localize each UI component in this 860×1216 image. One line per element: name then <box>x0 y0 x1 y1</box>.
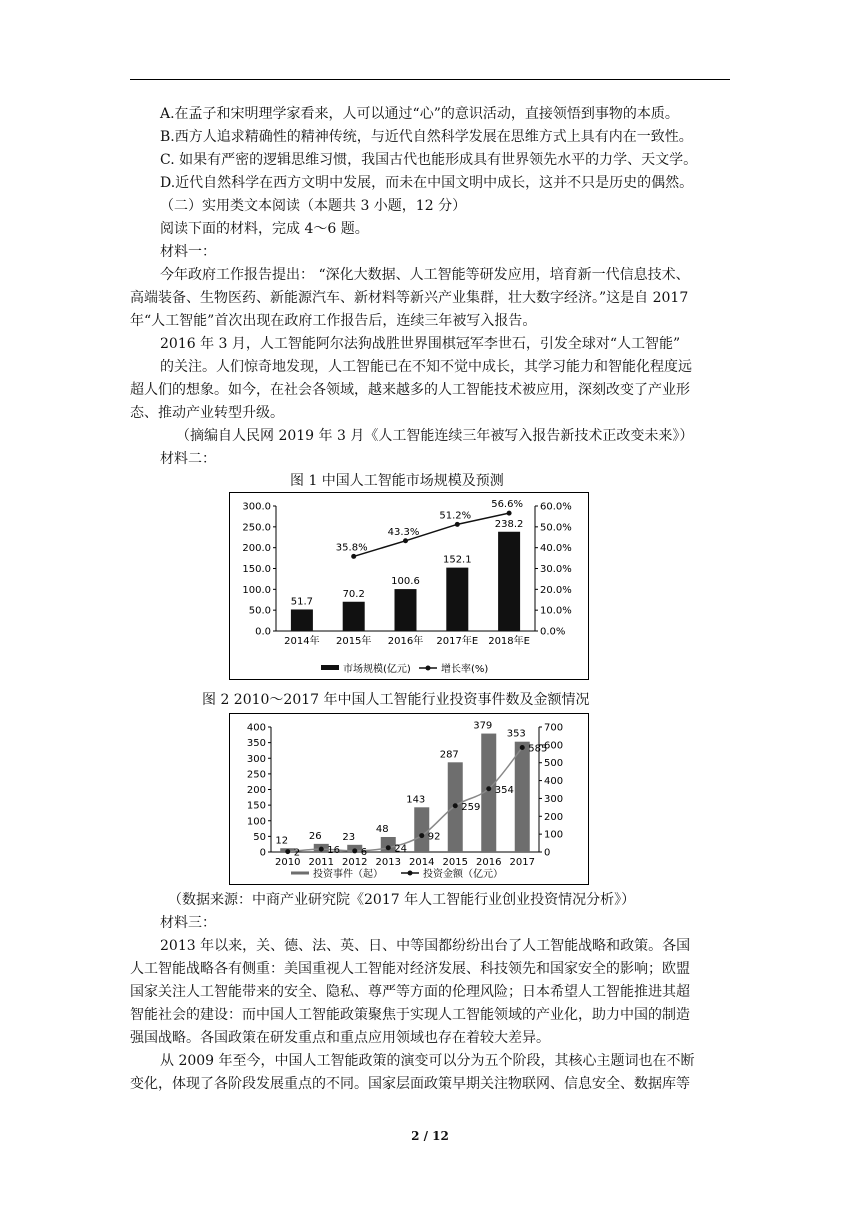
material-3-line: 国家关注人工智能带来的安全、隐私、尊严等方面的伦理风险；日本希望人工智能推进其超 <box>130 984 690 1000</box>
bar <box>291 609 313 631</box>
material-3-line: 智能社会的建设：而中国人工智能政策聚焦于实现人工智能领域的产业化，助力中国的制造 <box>130 1007 690 1023</box>
series-line <box>354 513 509 556</box>
material-2-label: 材料二： <box>160 451 216 467</box>
y-tick-label-right: 500 <box>544 758 564 770</box>
option-b: B.西方人追求精确性的精神传统，与近代自然科学发展在思维方式上具有内在一致性。 <box>160 129 693 145</box>
header-rule <box>130 79 730 80</box>
y-tick-label-left: 250 <box>246 769 266 781</box>
line-label: 56.6% <box>491 499 523 511</box>
line-label: 585 <box>528 743 548 755</box>
y-tick-label-left: 250.0 <box>242 522 271 534</box>
figure-2-chart <box>229 713 589 885</box>
bar-label: 48 <box>375 824 389 835</box>
figure-1 <box>229 492 589 680</box>
bar-label: 51.7 <box>290 596 314 608</box>
material-1-source: （摘编自人民网 2019 年 3 月《人工智能连续三年被写入报告新技术正改变未来》） <box>176 428 694 444</box>
y-tick-label-right: 0.0% <box>540 626 566 638</box>
y-tick-label-right: 40.0% <box>540 543 572 555</box>
material-3-line: 从 2009 年至今，中国人工智能政策的演变可以分为五个阶段，其核心主题词也在不断 <box>160 1053 695 1069</box>
line-label: 354 <box>494 784 514 796</box>
y-tick-label-right: 100 <box>544 829 564 841</box>
bar-label: 26 <box>308 830 322 842</box>
y-tick-label-right: 10.0% <box>540 605 572 617</box>
material-1-line: 的关注。人们惊奇地发现，人工智能已在不知不觉中成长，其学习能力和智能化程度远 <box>160 359 692 375</box>
y-tick-label-right: 20.0% <box>540 584 572 596</box>
x-tick-label: 2015年 <box>335 636 372 647</box>
y-tick-label-right: 400 <box>544 776 564 788</box>
legend-label: 投资事件（起） <box>313 869 383 880</box>
bar <box>515 742 530 852</box>
y-tick-label-left: 50.0 <box>248 605 271 617</box>
x-tick-label: 2014 <box>409 857 435 868</box>
material-2-source: （数据来源：中商产业研究院《2017 年人工智能行业创业投资情况分析》） <box>168 892 636 908</box>
line-label: 6 <box>360 846 368 858</box>
material-1-line: 态、推动产业转型升级。 <box>130 405 284 421</box>
y-tick-label-left: 150.0 <box>242 564 271 575</box>
y-tick-label-left: 150 <box>246 800 266 812</box>
bar-label: 287 <box>439 749 459 761</box>
y-tick-label-right: 200 <box>544 811 564 823</box>
y-tick-label-right: 30.0% <box>540 564 572 575</box>
bar-label: 143 <box>406 794 426 806</box>
y-tick-label-right: 60.0% <box>540 501 572 513</box>
x-tick-label: 2016年 <box>387 636 424 647</box>
line-point <box>351 554 356 559</box>
line-label: 35.8% <box>335 542 368 554</box>
line-label: 2 <box>293 847 301 859</box>
material-1-line: 2016 年 3 月，人工智能阿尔法狗战胜世界围棋冠军李世石，引发全球对“人工智能” <box>160 336 681 352</box>
line-label: 92 <box>427 831 441 843</box>
x-tick-label: 2016 <box>476 857 502 868</box>
y-tick-label-left: 400 <box>246 722 266 734</box>
bar-label: 12 <box>275 835 289 847</box>
material-3-label: 材料三： <box>160 915 216 931</box>
bar <box>498 532 520 631</box>
bar-label: 23 <box>342 831 356 843</box>
y-tick-label-left: 200.0 <box>242 543 271 555</box>
bar <box>395 589 417 631</box>
section-instruction: 阅读下面的材料，完成 4～6 题。 <box>160 221 369 237</box>
option-a: A.在孟子和宋明理学家看来，人可以通过“心”的意识活动，直接领悟到事物的本质。 <box>160 106 679 122</box>
y-tick-label-right: 300 <box>544 793 564 805</box>
y-tick-label-left: 0 <box>259 847 266 859</box>
line-point <box>319 847 324 852</box>
material-1-line: 高端装备、生物医药、新能源汽车、新材料等新兴产业集群，壮大数字经济。”这是自 2017 <box>130 290 689 306</box>
y-tick-label-right: 700 <box>544 722 564 734</box>
line-point <box>520 745 525 750</box>
x-tick-label: 2014年 <box>284 636 320 647</box>
x-tick-label: 2012 <box>342 857 368 868</box>
figure-1-chart <box>229 492 589 680</box>
material-1-label: 材料一： <box>160 244 216 260</box>
y-tick-label-right: 600 <box>544 740 564 752</box>
option-d: D.近代自然科学在西方文明中发展，而未在中国文明中成长，这并不只是历史的偶然。 <box>160 175 694 191</box>
x-tick-label: 2018年E <box>488 636 530 647</box>
x-tick-label: 2015 <box>442 857 468 868</box>
line-label: 16 <box>327 845 340 857</box>
y-tick-label-left: 50 <box>253 831 266 843</box>
line-label: 259 <box>461 801 481 813</box>
bar-label: 238.2 <box>494 518 524 530</box>
material-1-line: 超人们的想象。如今，在社会各领域，越来越多的人工智能技术被应用，深刻改变了产业形 <box>130 382 690 398</box>
line-point <box>486 786 491 791</box>
line-point <box>285 849 290 854</box>
y-tick-label-left: 0.0 <box>255 626 271 638</box>
bar <box>343 602 365 631</box>
y-tick-label-left: 300.0 <box>242 501 271 513</box>
y-tick-label-left: 100.0 <box>242 584 271 596</box>
legend-label: 市场规模(亿元) <box>343 664 411 675</box>
line-label: 43.3% <box>387 526 420 538</box>
bar-label: 353 <box>506 728 526 740</box>
x-tick-label: 2017年E <box>436 636 479 647</box>
line-point <box>403 538 408 543</box>
x-tick-label: 2010 <box>275 857 301 868</box>
x-tick-label: 2017 <box>509 857 535 868</box>
bar <box>446 568 468 631</box>
bar <box>414 807 429 852</box>
option-c: C. 如果有严密的逻辑思维习惯，我国古代也能形成具有世界领先水平的力学、天文学。 <box>160 152 698 168</box>
y-tick-label-left: 200 <box>246 785 266 796</box>
material-3-line: 人工智能战略各有侧重：美国重视人工智能对经济发展、科技领先和国家安全的影响；欧盟 <box>130 961 690 977</box>
legend-label: 投资金额（亿元） <box>423 869 503 880</box>
bar-label: 152.1 <box>442 554 472 566</box>
line-label: 51.2% <box>439 510 472 522</box>
section-heading: （二）实用类文本阅读（本题共 3 小题，12 分） <box>160 198 467 214</box>
legend-swatch-point <box>426 666 431 671</box>
line-point <box>352 848 357 853</box>
material-3-line: 2013 年以来，关、德、法、英、日、中等国都纷纷出台了人工智能战略和政策。各国 <box>160 938 691 954</box>
material-3-line: 变化，体现了各阶段发展重点的不同。国家层面政策早期关注物联网、信息安全、数据库等 <box>130 1076 690 1092</box>
y-tick-label-left: 350 <box>246 738 266 750</box>
y-tick-label-left: 100 <box>246 816 266 828</box>
legend-swatch-point <box>408 871 413 876</box>
page-number: 2 / 12 <box>411 1129 449 1143</box>
y-tick-label-right: 0 <box>544 847 551 859</box>
x-tick-label: 2013 <box>375 857 401 868</box>
line-point <box>419 833 424 838</box>
material-1-line: 年“人工智能”首次出现在政府工作报告后，连续三年被写入报告。 <box>130 313 537 329</box>
line-label: 24 <box>394 843 407 855</box>
figure-1-title: 图 1 中国人工智能市场规模及预测 <box>290 473 504 489</box>
line-point <box>386 845 391 850</box>
line-point <box>453 803 458 808</box>
legend-label: 增长率(%) <box>441 664 489 675</box>
x-tick-label: 2011 <box>308 857 334 868</box>
material-1-line: 今年政府工作报告提出： “深化大数据、人工智能等研发应用，培育新一代信息技术、 <box>160 267 690 283</box>
y-tick-label-left: 300 <box>246 753 266 765</box>
bar-label: 70.2 <box>342 588 365 600</box>
bar-label: 379 <box>473 720 493 732</box>
bar-label: 100.6 <box>391 576 420 588</box>
material-3-line: 强国战略。各国政策在研发重点和重点应用领域也存在着较大差异。 <box>130 1030 550 1046</box>
y-tick-label-right: 50.0% <box>540 522 572 534</box>
figure-2-title: 图 2 2010～2017 年中国人工智能行业投资事件数及金额情况 <box>202 692 590 708</box>
line-point <box>455 522 460 527</box>
figure-2 <box>229 713 589 885</box>
line-point <box>507 511 512 516</box>
legend-swatch-bar <box>321 665 339 670</box>
